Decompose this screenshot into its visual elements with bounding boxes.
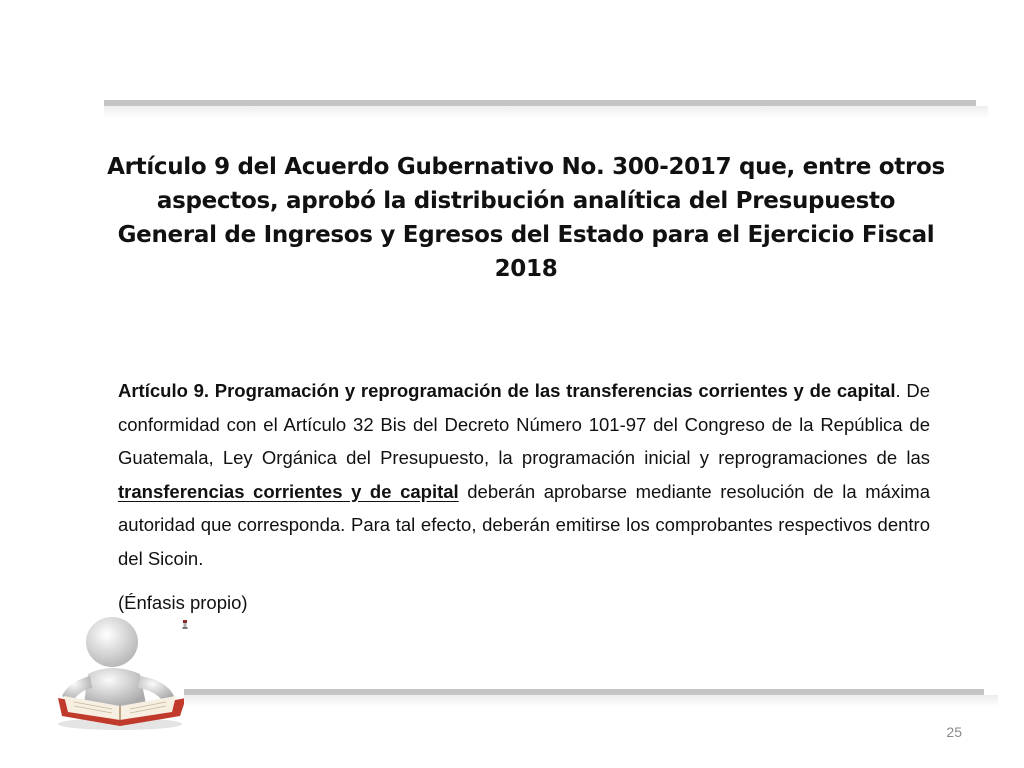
article-underlined-phrase: transferencias corrientes y de capital (118, 480, 459, 502)
person-reading-book-icon (48, 612, 198, 732)
article-body (118, 374, 930, 575)
bottom-divider-shadow (184, 695, 998, 707)
article-heading: Artículo 9. Programación y reprogramación de las transferencias corrientes y de capital (118, 380, 896, 401)
article-text-part2: deberán aprobarse mediante resolución de la máxima autoridad que corresponda. Para tal efecto, deberán emitirse los comprobantes respectivos dentro del Sicoin. (118, 480, 931, 569)
article-text-part1: . De conformidad con el Artículo 32 Bis del Decreto Número 101-97 del Congreso de la República de Guatemala, Ley Orgánica del Presupuesto, la programación inicial y reprogramaciones de las (118, 380, 930, 468)
slide-title: Artículo 9 del Acuerdo Gubernativo No. 300-2017 que, entre otros aspectos, aprobó la distribución analítica del Presupuesto General de Ingresos y Egresos del Estado para el Ejercicio Fiscal 2018 (107, 154, 945, 282)
top-divider-shadow (104, 106, 988, 118)
page-number: 25 (946, 724, 962, 740)
emphasis-note: (Énfasis propio) (118, 592, 248, 613)
